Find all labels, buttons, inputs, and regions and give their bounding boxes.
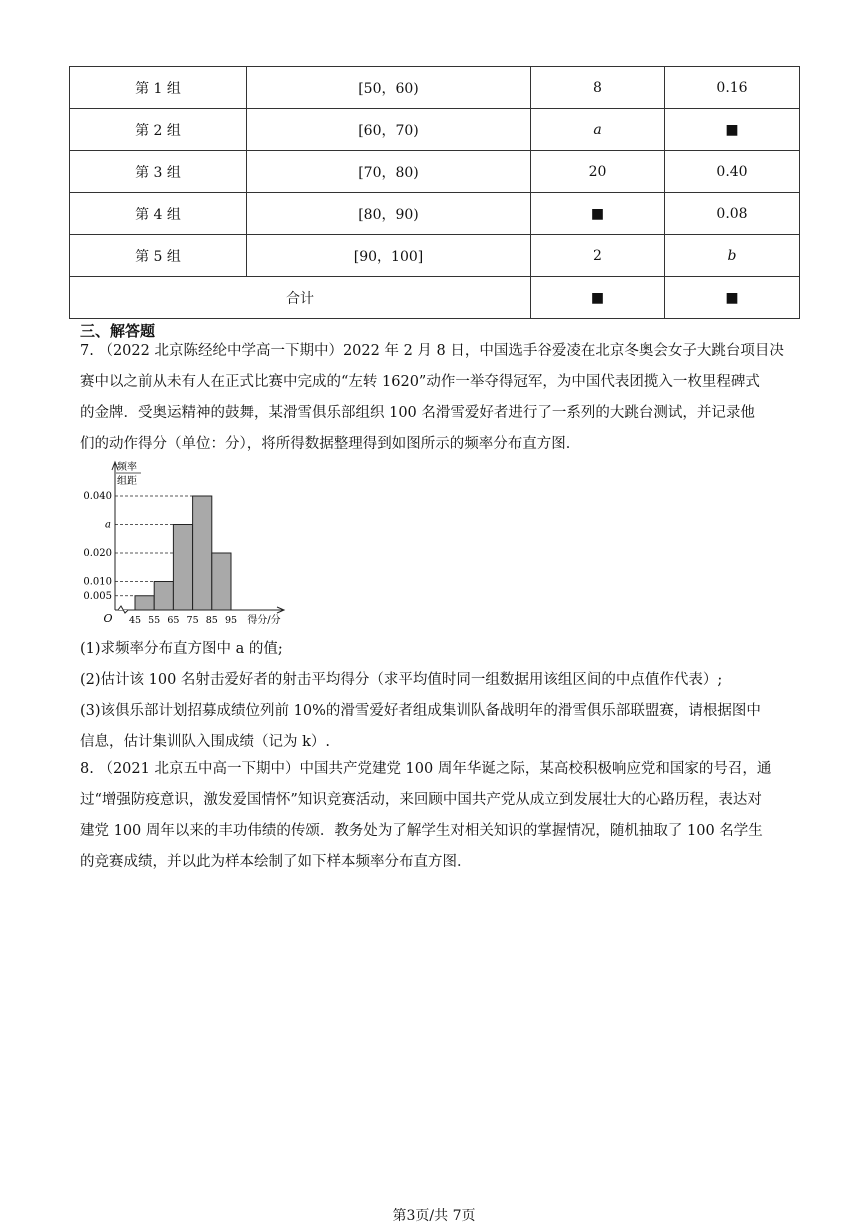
question-8-line: 8. （2021 北京五中高一下期中）中国共产党建党 100 周年华诞之际，某高校积极响应党和国家的号召，通 (80, 761, 772, 777)
histogram-bar (212, 553, 231, 610)
interval-cell: [80，90) (247, 193, 531, 235)
page-footer: 第3页/共 7页 (392, 1208, 476, 1224)
histogram-bar (193, 496, 212, 610)
y-tick-label: 0.040 (83, 491, 112, 502)
frequency-cell: 8 (531, 67, 665, 109)
y-tick-label: a (105, 519, 111, 531)
table-row (70, 193, 800, 235)
interval-cell: [90，100] (247, 235, 531, 277)
question-8-stem (80, 754, 792, 878)
histogram-bar (173, 525, 192, 611)
rate-cell: 0.40 (665, 151, 800, 193)
total-frequency-cell: ■ (531, 277, 665, 319)
interval-cell: [70，80) (247, 151, 531, 193)
question-8-line: 过“增强防疫意识，激发爱国情怀”知识竞赛活动，来回顾中国共产党从成立到发展壮大的心路历程，表达对 (80, 792, 762, 808)
table-row (70, 235, 800, 277)
interval-cell: [60，70) (247, 109, 531, 151)
section-title: 三、解答题 (80, 322, 156, 340)
question-7-subquestions (80, 634, 792, 758)
frequency-histogram (78, 458, 293, 628)
subquestion-1: (1)求频率分布直方图中 a 的值; (80, 641, 283, 657)
question-7-stem (80, 336, 792, 460)
question-7-line: 们的动作得分（单位：分），将所得数据整理得到如图所示的频率分布直方图． (80, 436, 581, 452)
group-cell: 第 3 组 (70, 151, 247, 193)
x-tick-label: 85 (205, 615, 218, 626)
frequency-cell: 2 (531, 235, 665, 277)
x-tick-label: 55 (148, 615, 161, 626)
y-axis-label-bottom: 组距 (117, 476, 137, 487)
interval-cell: [50，60) (247, 67, 531, 109)
x-tick-label: 75 (186, 615, 199, 626)
rate-cell: 0.16 (665, 67, 800, 109)
rate-cell: ■ (665, 109, 800, 151)
total-label-cell: 合计 (70, 277, 531, 319)
total-rate-cell: ■ (665, 277, 800, 319)
y-axis-label-top: 频率 (117, 462, 137, 473)
y-tick-label: 0.020 (83, 548, 112, 559)
group-cell: 第 2 组 (70, 109, 247, 151)
subquestion-3-line: 信息，估计集训队入围成绩（记为 k）. (80, 734, 331, 750)
x-tick-label: 95 (224, 615, 238, 626)
subquestion-2: (2)估计该 100 名射击爱好者的射击平均得分（求平均值时同一组数据用该组区间的中点值作代表）; (80, 672, 723, 688)
group-cell: 第 1 组 (70, 67, 247, 109)
question-7-line: 赛中以之前从未有人在正式比赛中完成的“左转 1620”动作一举夺得冠军，为中国代表团揽入一枚里程碑式 (80, 374, 760, 390)
subquestion-3-line: (3)该俱乐部计划招募成绩位列前 10%的滑雪爱好者组成集训队备战明年的滑雪俱乐部联盟赛，请根据图中 (80, 703, 761, 719)
table-row (70, 151, 800, 193)
group-cell: 第 4 组 (70, 193, 247, 235)
table-total-row (70, 277, 800, 319)
y-tick-label: 0.010 (83, 576, 112, 588)
y-tick-label: 0.005 (83, 590, 112, 602)
question-8-line: 的竞赛成绩，并以此为样本绘制了如下样本频率分布直方图． (80, 854, 472, 870)
question-8-line: 建党 100 周年以来的丰功伟绩的传颂．教务处为了解学生对相关知识的掌握情况，随机抽取了 100 名学生 (80, 823, 763, 839)
question-7-line: 7. （2022 北京陈经纶中学高一下期中）2022 年 2 月 8 日，中国选手谷爱凌在北京冬奥会女子大跳台项目决 (80, 343, 784, 359)
x-axis-label: 得分/分 (247, 615, 281, 626)
histogram-bar (154, 582, 173, 611)
origin-label: O (103, 612, 113, 625)
frequency-cell: a (531, 109, 665, 151)
frequency-cell: ■ (531, 193, 665, 235)
x-tick-label: 45 (128, 615, 142, 626)
frequency-table (69, 66, 800, 319)
rate-cell: 0.08 (665, 193, 800, 235)
group-cell: 第 5 组 (70, 235, 247, 277)
histogram-bar (135, 596, 154, 610)
table-row (70, 67, 800, 109)
table-row (70, 109, 800, 151)
question-7-line: 的金牌．受奥运精神的鼓舞，某滑雪俱乐部组织 100 名滑雪爱好者进行了一系列的大跳台测试，并记录他 (80, 405, 755, 421)
frequency-cell: 20 (531, 151, 665, 193)
rate-cell: b (665, 235, 800, 277)
x-tick-label: 65 (167, 615, 180, 626)
